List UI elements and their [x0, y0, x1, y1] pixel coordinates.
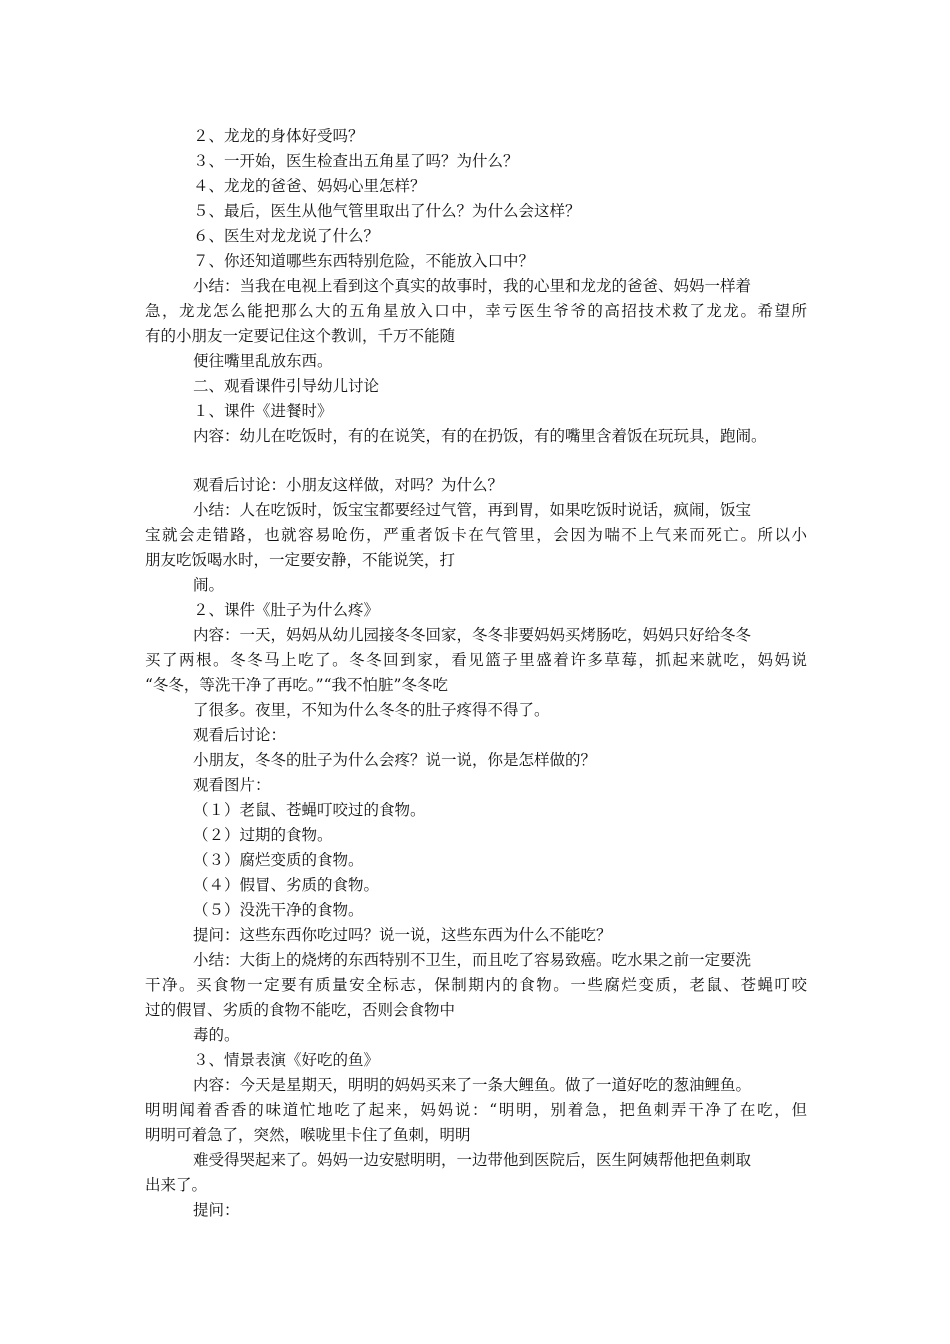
summary-1-line-4: 便往嘴里乱放东西。	[193, 352, 333, 370]
summary-3-line-2: 干净。买食物一定要有质量安全标志，保制期内的食物。一些腐烂变质，老鼠、苍蝇叮咬	[145, 976, 807, 994]
question-pictures: 提问：这些东西你吃过吗？说一说，这些东西为什么不能吃？	[193, 926, 612, 944]
summary-1-line-3: 有的小朋友一定要记住这个教训，千万不能随	[145, 327, 456, 345]
summary-2-line-1: 小结：人在吃饭时，饭宝宝都要经过气管，再到胃，如果吃饭时说话，疯闹，饭宝	[193, 501, 752, 519]
performance-3-content-line-4: 难受得哭起来了。妈妈一边安慰明明，一边带他到医院后，医生阿姨帮他把鱼刺取	[193, 1151, 752, 1169]
summary-3-line-1: 小结：大街上的烧烤的东西特别不卫生，而且吃了容易致癌。吃水果之前一定要洗	[193, 951, 752, 969]
summary-1-line-2: 急，龙龙怎么能把那么大的五角星放入口中，幸亏医生爷爷的高招技术救了龙龙。希望所	[145, 302, 807, 320]
courseware-2-content-line-1: 内容：一天，妈妈从幼儿园接冬冬回家，冬冬非要妈妈买烤肠吃，妈妈只好给冬冬	[193, 626, 752, 644]
question-6: ６、医生对龙龙说了什么？	[193, 227, 380, 245]
summary-2-line-3: 朋友吃饭喝水时，一定要安静，不能说笑，打	[145, 551, 456, 569]
courseware-1-content: 内容：幼儿在吃饭时，有的在说笑，有的在扔饭，有的嘴里含着饭在玩玩具，跑闹。	[193, 427, 767, 445]
question-2: ２、龙龙的身体好受吗？	[193, 127, 364, 145]
discussion-1: 观看后讨论：小朋友这样做，对吗？为什么？	[193, 476, 504, 494]
picture-item-1: （１）老鼠、苍蝇叮咬过的食物。	[193, 801, 426, 819]
summary-3-line-4: 毒的。	[193, 1026, 240, 1044]
question-label: 提问：	[193, 1201, 240, 1219]
question-5: ５、最后，医生从他气管里取出了什么？为什么会这样？	[193, 202, 581, 220]
performance-3-title: ３、情景表演《好吃的鱼》	[193, 1051, 380, 1069]
courseware-1-title: １、课件《进餐时》	[193, 402, 333, 420]
summary-2-line-4: 闹。	[193, 576, 225, 594]
picture-item-5: （５）没洗干净的食物。	[193, 901, 364, 919]
courseware-2-content-line-4: 了很多。夜里，不知为什么冬冬的肚子疼得不得了。	[193, 701, 550, 719]
performance-3-content-line-5: 出来了。	[145, 1176, 208, 1194]
section-heading-2: 二、观看课件引导幼儿讨论	[193, 377, 380, 395]
performance-3-content-line-1: 内容：今天是星期天，明明的妈妈买来了一条大鲤鱼。做了一道好吃的葱油鲤鱼。	[193, 1076, 752, 1094]
courseware-2-content-line-2: 买了两根。冬冬马上吃了。冬冬回到家，看见篮子里盛着许多草莓，抓起来就吃，妈妈说	[145, 651, 807, 669]
courseware-2-content-line-3: “冬冬，等洗干净了再吃。”“我不怕脏”冬冬吃	[145, 676, 448, 694]
discussion-2-question: 小朋友，冬冬的肚子为什么会疼？说一说，你是怎样做的？	[193, 751, 597, 769]
picture-item-2: （２）过期的食物。	[193, 826, 333, 844]
performance-3-content-line-3: 明明可着急了，突然，喉咙里卡住了鱼刺，明明	[145, 1126, 471, 1144]
summary-1-line-1: 小结：当我在电视上看到这个真实的故事时，我的心里和龙龙的爸爸、妈妈一样着	[193, 277, 752, 295]
question-7: ７、你还知道哪些东西特别危险，不能放入口中？	[193, 252, 535, 270]
summary-3-line-3: 过的假冒、劣质的食物不能吃，否则会食物中	[145, 1001, 456, 1019]
question-4: ４、龙龙的爸爸、妈妈心里怎样？	[193, 177, 426, 195]
picture-item-3: （３）腐烂变质的食物。	[193, 851, 364, 869]
question-3: ３、一开始，医生检查出五角星了吗？为什么？	[193, 152, 519, 170]
pictures-label: 观看图片：	[193, 776, 271, 794]
summary-2-line-2: 宝就会走错路，也就容易呛伤，严重者饭卡在气管里，会因为喘不上气来而死亡。所以小	[145, 526, 807, 544]
picture-item-4: （４）假冒、劣质的食物。	[193, 876, 380, 894]
discussion-2-label: 观看后讨论：	[193, 726, 287, 744]
performance-3-content-line-2: 明明闻着香香的味道忙地吃了起来，妈妈说：“明明，别着急，把鱼刺弄干净了在吃，但	[145, 1101, 807, 1119]
courseware-2-title: ２、课件《肚子为什么疼》	[193, 601, 380, 619]
